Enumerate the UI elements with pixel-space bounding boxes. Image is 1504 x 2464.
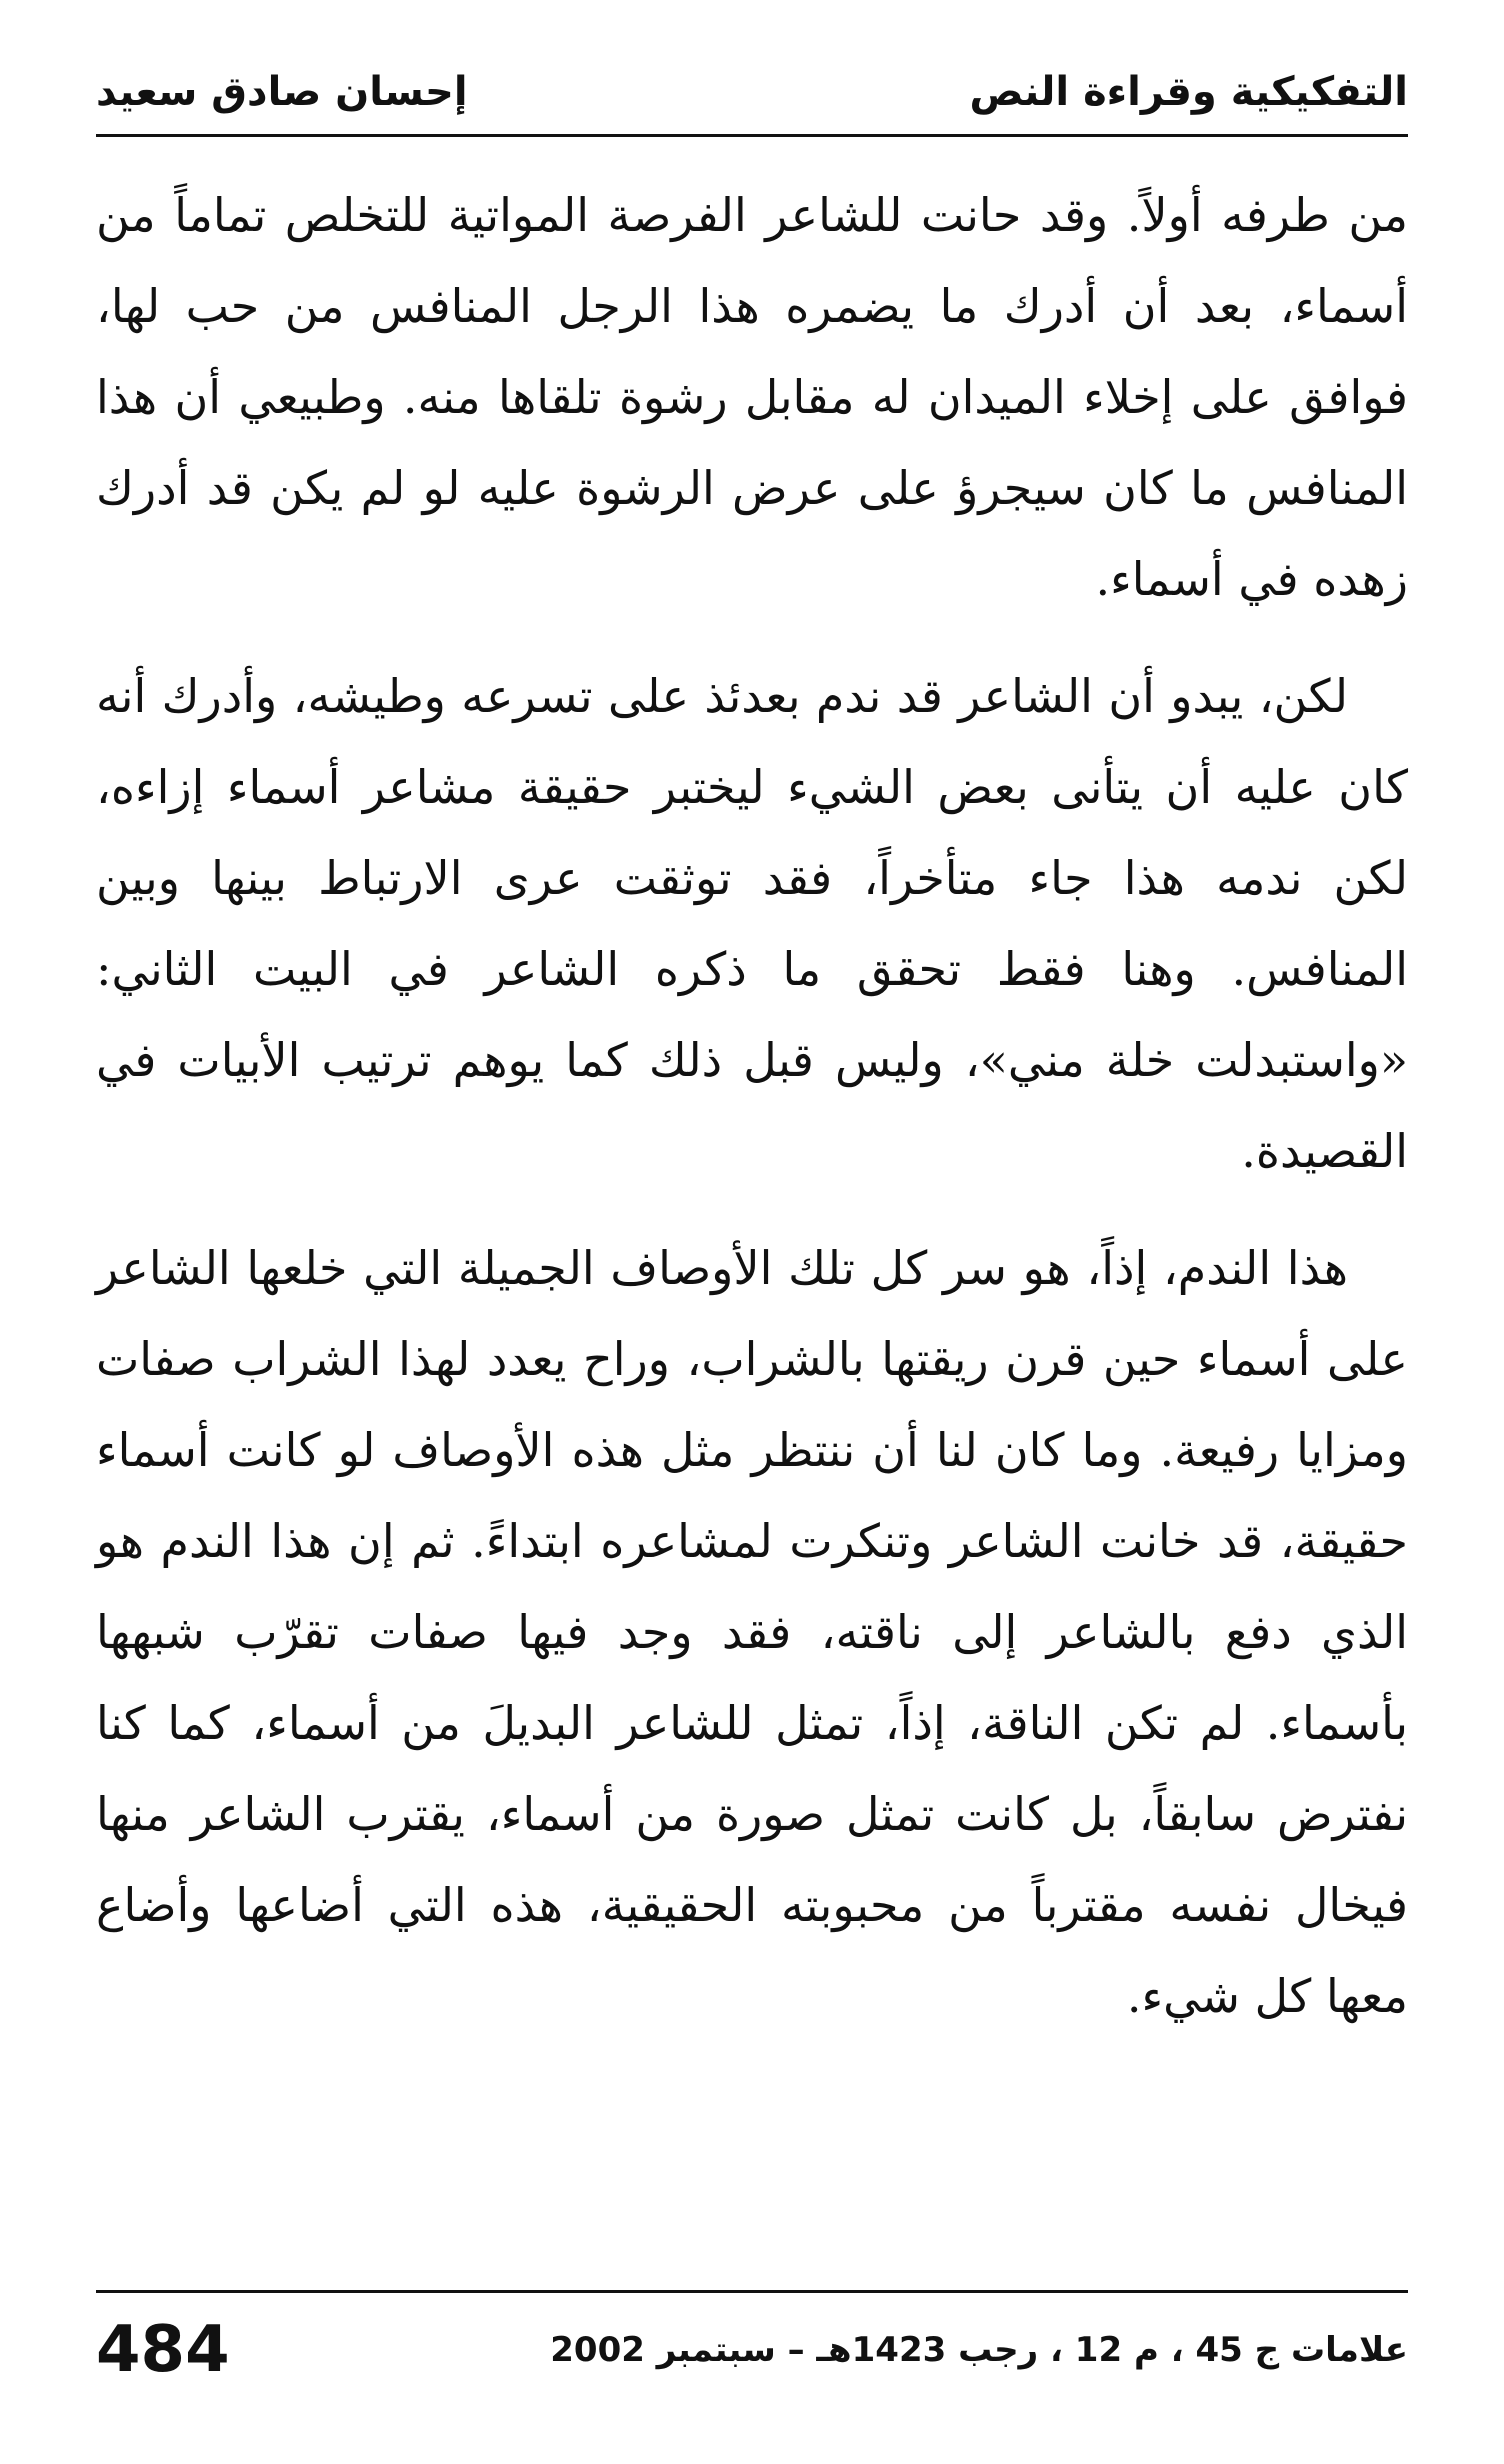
header-title: التفكيكية وقراءة النص — [969, 69, 1408, 115]
paragraph-1: من طرفه أولاً. وقد حانت للشاعر الفرصة المواتية للتخلص تماماً من أسماء، بعد أن أدرك ما يضمره هذا الرجل المنافس من حب لها، فوافق على إخلاء الميدان له مقابل رشوة تلقاها منه. وطبيعي أن هذا المنافس ما كان سيجرؤ على عرض الرشوة عليه لو لم يكن قد أدرك زهده في أسماء. — [96, 188, 1408, 606]
footer-divider — [96, 2290, 1408, 2293]
body-text — [96, 170, 1408, 2068]
journal-info: علامات ج 45 ، م 12 ، رجب 1423هـ – سبتمبر 2002 — [550, 2330, 1408, 2370]
header-divider — [96, 134, 1408, 137]
running-header — [96, 52, 1408, 132]
header-author: إحسان صادق سعيد — [96, 69, 468, 115]
page-footer — [96, 2300, 1408, 2400]
paragraph-3: هذا الندم، إذاً، هو سر كل تلك الأوصاف الجميلة التي خلعها الشاعر على أسماء حين قرن ريقتها بالشراب، وراح يعدد لهذا الشراب صفات ومزايا رفيعة. وما كان لنا أن ننتظر مثل هذه الأوصاف لو كانت أسماء حقيقة، قد خانت الشاعر وتنكرت لمشاعره ابتداءً. ثم إن هذا الندم هو الذي دفع بالشاعر إلى ناقته، فقد وجد فيها صفات تقرّب شبهها بأسماء. لم تكن الناقة، إذاً، تمثل للشاعر البديلَ من أسماء، كما كنا نفترض سابقاً، بل كانت تمثل صورة من أسماء، يقترب الشاعر منها فيخال نفسه مقترباً من محبوبته الحقيقية، هذه التي أضاعها وأضاع معها كل شيء. — [96, 1241, 1408, 2023]
paragraph-2: لكن، يبدو أن الشاعر قد ندم بعدئذ على تسرعه وطيشه، وأدرك أنه كان عليه أن يتأنى بعض الشيء ليختبر حقيقة مشاعر أسماء إزاءه، لكن ندمه هذا جاء متأخراً، فقد توثقت عرى الارتباط بينها وبين المنافس. وهنا فقط تحقق ما ذكره الشاعر في البيت الثاني: «واستبدلت خلة مني»، وليس قبل ذلك كما يوهم ترتيب الأبيات في القصيدة. — [96, 669, 1408, 1178]
page-number: 484 — [96, 2313, 230, 2387]
